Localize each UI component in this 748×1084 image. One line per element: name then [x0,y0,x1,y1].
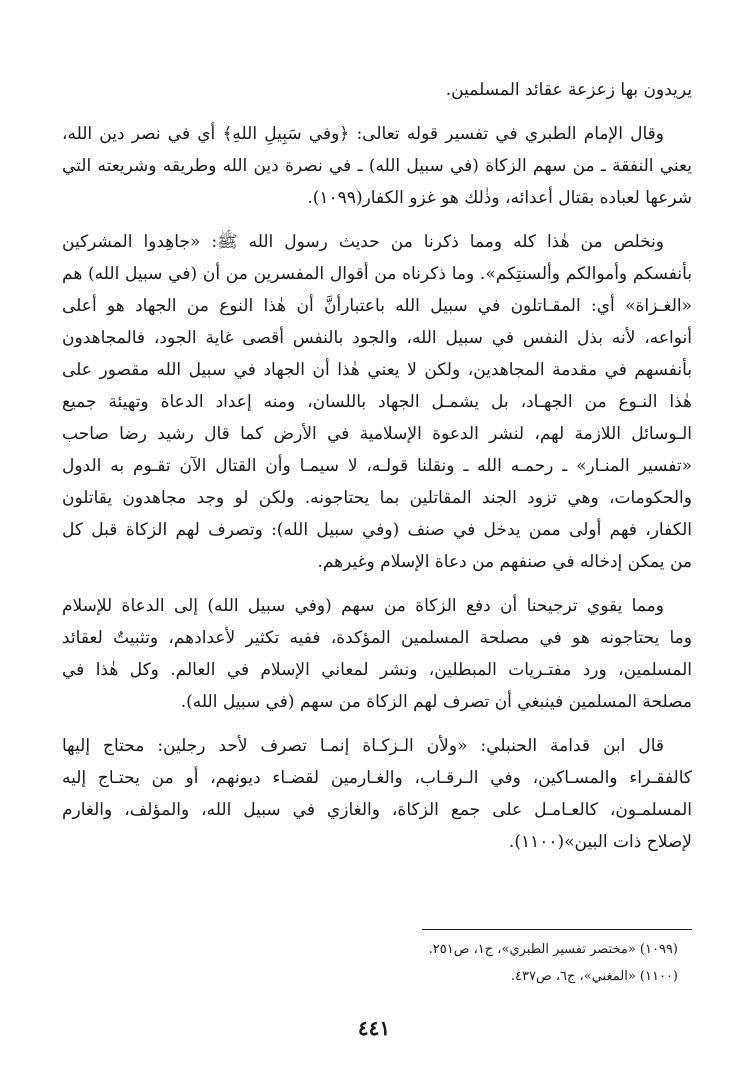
text-line: قال ابن قدامة الحنبلي: «ولأن الـزكـاة إنمـا تصرف لأحد رجلين: محتاج إليها [62,736,664,756]
text-line: مصلحة المسلمين فينبغي أن تصرف لهم الزكاة من سهم (في سبيل الله). [180,692,692,712]
text-line: شرعها لعباده بقتال أعدائه، وذٰلك هو غزو الكفار(١٠٩٩). [307,188,692,208]
text-line: كالفقـراء والمسـاكين، وفي الـرقـاب، والغـارمين لقضـاء ديونهم، أو من يحتـاج إليه [62,768,692,788]
text-line: ومما يقوي ترجيحنا أن دفع الزكاة من سهم (وفي سبيل الله) إلى الدعاة للإسلام [62,596,664,616]
text-line: أنواعه، لأنه بذل النفس في سبيل الله، والجود بالنفس أقصى غاية الجود، فالمجاهدون [62,328,692,348]
text-line: بأنفسكم وأموالكم وألسنتِكم». وما ذكرناه من أقوال المفسرين من أن (في سبيل الله) هم [62,264,692,284]
footnote-1099: (١٠٩٩) «مختصر تفسير الطبري»، ج١، ص٢٥١. [428,942,678,957]
paragraph-2 [62,118,692,214]
paragraph-3 [62,226,692,578]
text-line: «تفسير المنـار» ـ رحمـه الله ـ ونقلنا قولـه، لا سيمـا وأن القتال الآن تقـوم به الدول [62,456,692,476]
text-line: بأنفسهم في مقدمة المجاهدين، ولكن لا يعني هٰذا أن الجهاد في سبيل الله مقصور على [62,360,692,380]
text-line: وقال الإمام الطبري في تفسير قوله تعالى: ﴿وفي سَبِيلِ اللهِ﴾ أي في نصر دين الله، [62,124,664,144]
footnote-1100: (١١٠٠) «المغني»، ج٦، ص٤٣٧. [510,969,678,984]
footnote-divider [422,929,692,930]
text-line: يعني النفقة ـ من سهم الزكاة (في سبيل الله) ـ في نصرة دين الله وطريقه وشريعته التي [62,156,692,176]
page-number: ٤٤١ [357,1016,391,1040]
paragraph-1 [62,74,692,106]
text-line: المسلمـون، كالعـامـل على جمع الزكاة، والغازي في سبيل الله، والمؤلف، والغارم [62,800,692,820]
text-line: ونخلص من هٰذا كله ومما ذكرنا من حديث رسول الله ﷺ: «جاهِدوا المشركين [62,232,664,252]
body-text [62,74,692,870]
text-line: من يمكن إدخاله في صنفهم من دعاة الإسلام وغيرهم. [317,552,692,572]
text-line: وما يحتاجونه هو في مصلحة المسلمين المؤكدة، ففيه تكثير لأعدادهم، وتثبيتٌ لعقائد [62,628,692,648]
text-line: والحكومات، وهي تزود الجند المقاتلين بما يحتاجونه. ولكن لو وجد مجاهدون يقاتلون [62,488,692,508]
text-line: المسلمين، ورد مفتـريات المبطلين، ونشر لمعاني الإسلام في العالم. وكل هٰذا في [62,660,692,680]
paragraph-5 [62,730,692,858]
text-line: يريدون بها زعزعة عقائد المسلمين. [445,80,692,100]
text-line: الكفار، فهم أولى ممن يدخل في صنف (وفي سبيل الله): وتصرف لهم الزكاة قبل كل [62,520,692,540]
text-line: لإصلاح ذات البين»(١١٠٠). [508,832,692,852]
text-line: هٰذا النـوع من الجهـاد، بل يشمـل الجهاد باللسان، ومنه إعداد الدعاة وتهيئة جميع [62,392,692,412]
text-line: «الغـزاة» أي: المقـاتلون في سبيل الله باعتبارأنَّ أن هٰذا النوع من الجهاد هو أعلى [62,296,692,316]
paragraph-4 [62,590,692,718]
text-line: الـوسائل اللازمة لهم، لنشر الدعوة الإسلامية في الأرض كما قال رشيد رضا صاحب [62,424,692,444]
